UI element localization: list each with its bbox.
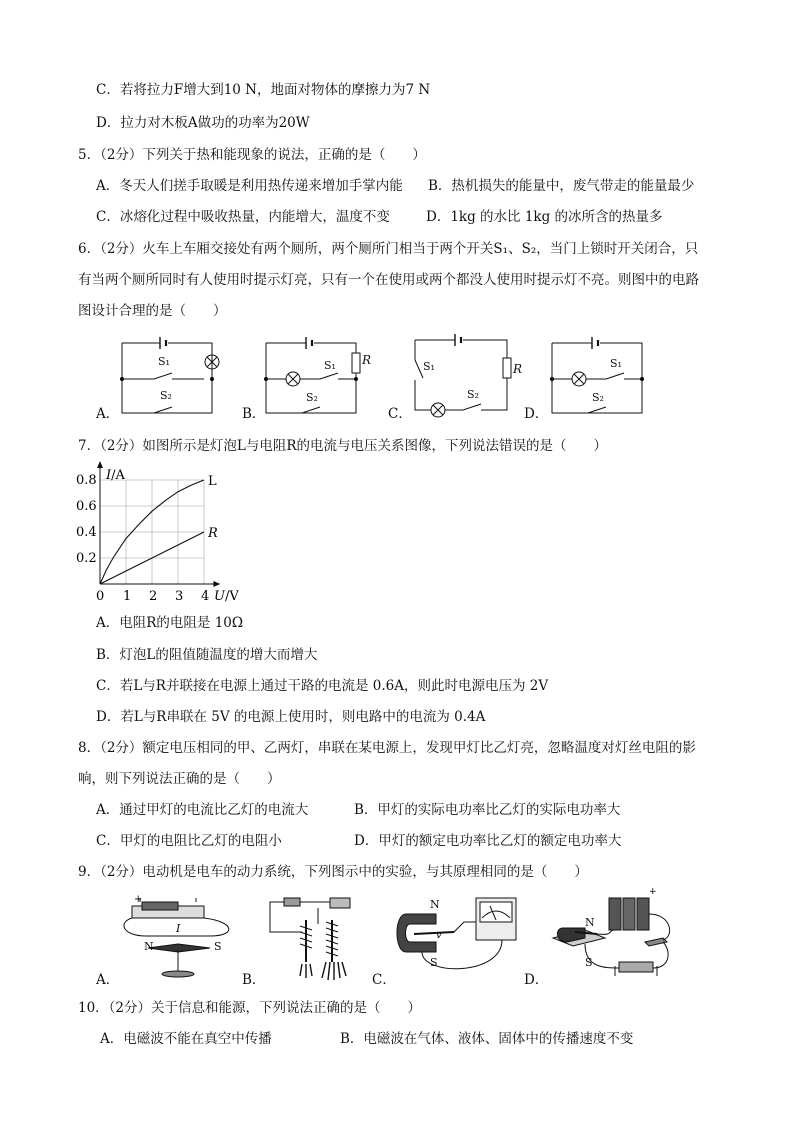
- s1-label: S₁: [423, 360, 435, 373]
- q9-label-a: A．: [96, 972, 120, 988]
- s2-label: S₂: [467, 388, 479, 401]
- series-label-r: R: [208, 526, 218, 541]
- q9-figure-c-diagram: [392, 892, 522, 984]
- q9-label-c: C．: [372, 972, 396, 988]
- y-tick-label: 0.6: [76, 499, 97, 514]
- q8-stem-line2: 响，则下列说法正确的是（ ）: [78, 771, 281, 787]
- south-pole-label: S: [585, 956, 593, 969]
- q6-circuit-d-diagram: [548, 335, 658, 417]
- q8-option-a: A．通过甲灯的电流比乙灯的电流大: [96, 802, 309, 818]
- q7-stem: 7．（2分）如图所示是灯泡L与电阻R的电流与电压关系图像，下列说法错误的是（ ）: [78, 438, 608, 454]
- q10-stem: 10．（2分）关于信息和能源，下列说法正确的是（ ）: [78, 1000, 422, 1016]
- q6-label-b: B．: [242, 406, 266, 422]
- q5-option-c: C．冰熔化过程中吸收热量，内能增大，温度不变: [96, 209, 390, 225]
- x-tick-label: 4: [201, 589, 210, 604]
- q6-label-c: C．: [388, 406, 412, 422]
- q6-circuit-c: [405, 330, 525, 418]
- q6-circuit-a-diagram: [118, 335, 228, 417]
- south-pole-label: S: [430, 956, 438, 969]
- x-tick-label: 3: [175, 589, 184, 604]
- r-label: R: [513, 362, 523, 376]
- q5-option-b: B．热机损失的能量中，废气带走的能量最少: [428, 178, 695, 194]
- y-tick-label: 0.8: [76, 473, 97, 488]
- chart-grid: [100, 480, 204, 584]
- q6-circuit-a: [118, 335, 228, 417]
- q4-option-c: C．若将拉力F增大到10 N，地面对物体的摩擦力为7 N: [96, 82, 431, 98]
- q9-figure-d-diagram: [545, 884, 685, 984]
- s2-label: S₂: [592, 391, 604, 404]
- y-tick-label: 0.4: [76, 525, 97, 540]
- s2-label: S₂: [160, 389, 172, 402]
- q9-figure-b: [262, 892, 362, 984]
- q9-figure-a: [118, 892, 238, 984]
- q7-option-c: C．若L与R并联接在电源上通过干路的电流是 0.6A，则此时电源电压为 2V: [96, 678, 549, 694]
- y-axis-arrow: [97, 461, 103, 468]
- north-pole-label: N: [144, 940, 154, 953]
- svg-text:+: +: [134, 894, 143, 905]
- x-tick-label: 1: [123, 589, 132, 604]
- q8-option-b: B．甲灯的实际电功率比乙灯的实际电功率大: [354, 802, 621, 818]
- q6-circuit-b-diagram: [262, 335, 372, 417]
- svg-text:+: +: [649, 887, 657, 897]
- q9-figure-c: [392, 892, 522, 984]
- q6-label-a: A．: [96, 406, 120, 422]
- q6-stem-line1: 6．（2分）火车上车厢交接处有两个厕所，两个厕所门相当于两个开关S₁、S₂，当门上锁时开关闭合，只: [78, 241, 699, 257]
- q8-stem-line1: 8．（2分）额定电压相同的甲、乙两灯，串联在某电源上，发现甲灯比乙灯亮，忽略温度对灯丝电阻的影: [78, 740, 696, 756]
- s1-label: S₁: [158, 355, 170, 368]
- s2-label: S₂: [306, 391, 318, 404]
- q6-circuit-b: [262, 335, 372, 417]
- q9-figure-a-diagram: [118, 892, 238, 984]
- x-axis-arrow: [213, 581, 220, 587]
- north-pole-label: N: [430, 898, 440, 911]
- y-tick-label: 0.2: [76, 551, 97, 566]
- velocity-label: v: [436, 930, 442, 941]
- q5-option-a: A．冬天人们搓手取暖是利用热传递来增加手掌内能: [96, 178, 403, 194]
- q9-stem: 9．（2分）电动机是电车的动力系统，下列图示中的实验，与其原理相同的是（ ）: [78, 864, 588, 880]
- s1-label: S₁: [610, 357, 622, 370]
- q8-option-c: C．甲灯的电阻比乙灯的电阻小: [96, 833, 282, 849]
- x-tick-label: 2: [149, 589, 158, 604]
- q9-figure-d: [545, 884, 685, 984]
- q7-option-a: A．电阻R的电阻是 10Ω: [96, 615, 244, 631]
- q7-option-b: B．灯泡L的阻值随温度的增大而增大: [96, 647, 318, 663]
- q6-circuit-d: [548, 335, 658, 417]
- x-axis-label: U/V: [214, 589, 239, 604]
- q8-option-d: D．甲灯的额定电功率比乙灯的额定电功率大: [354, 833, 622, 849]
- q9-figure-b-diagram: [262, 892, 362, 984]
- q6-circuit-c-diagram: [405, 330, 525, 418]
- q9-label-d: D．: [524, 972, 549, 988]
- south-pole-label: S: [214, 940, 222, 953]
- current-label: I: [176, 922, 181, 935]
- north-pole-label: N: [585, 916, 595, 929]
- s1-label: S₁: [324, 359, 336, 372]
- q4-option-d: D．拉力对木板A做功的功率为20W: [96, 115, 310, 131]
- q6-label-d: D．: [524, 406, 549, 422]
- q5-option-d: D．1kg 的水比 1kg 的冰所含的热量多: [426, 209, 663, 225]
- q9-label-b: B．: [242, 972, 266, 988]
- y-axis-label: I/A: [106, 468, 125, 483]
- q10-option-a: A．电磁波不能在真空中传播: [100, 1031, 272, 1047]
- q7-option-d: D．若L与R串联在 5V 的电源上使用时，则电路中的电流为 0.4A: [96, 709, 486, 725]
- q5-stem: 5．（2分）下列关于热和能现象的说法，正确的是（ ）: [78, 147, 426, 163]
- q7-iu-chart: [72, 456, 252, 606]
- series-label-l: L: [208, 474, 217, 489]
- r-label: R: [362, 353, 372, 367]
- q6-stem-line3: 图设计合理的是（ ）: [78, 303, 227, 319]
- q6-stem-line2: 有当两个厕所同时有人使用时提示灯亮，只有一个在使用或两个都没人使用时提示灯不亮。则图中的电路: [78, 272, 699, 288]
- q10-option-b: B．电磁波在气体、液体、固体中的传播速度不变: [340, 1031, 634, 1047]
- x-tick-label: 0: [96, 589, 105, 604]
